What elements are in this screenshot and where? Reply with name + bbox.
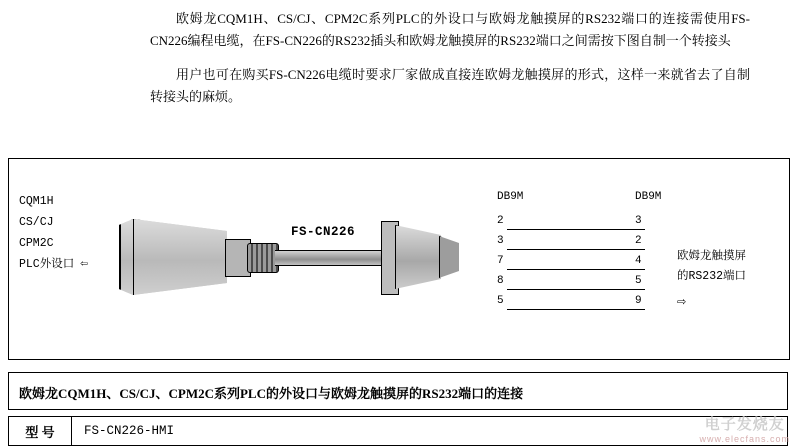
pin-column-right [635,191,663,311]
plc-connector-edge [133,219,134,295]
db9-connector-tip [439,236,461,280]
intro-paragraph-1: 欧姆龙CQM1H、CS/CJ、CPM2C系列PLC的外设口与欧姆龙触摸屏的RS232端口的连接需使用FS-CN226编程电缆，在FS-CN226的RS232插头和欧姆龙触摸屏的RS232端口之间需按下图自制一个转接头 [150,11,750,48]
cable-body [275,250,385,266]
plc-label-cpm2c: CPM2C [19,237,54,250]
wire-4 [507,289,645,290]
plc-label-cqm1h: CQM1H [19,195,54,208]
plc-port-label-row [19,254,88,275]
cable-assembly [119,219,459,299]
pin-right-5: 9 [635,295,642,307]
pin-header-left: DB9M [497,191,524,203]
pin-right-4: 5 [635,275,642,287]
pin-right-2: 2 [635,235,642,247]
intro-text-block [150,8,750,120]
pin-left-3: 7 [497,255,504,267]
plc-label-cscj: CS/CJ [19,216,54,229]
pin-right-1: 3 [635,215,642,227]
wire-5 [507,309,645,310]
hmi-label-line2: 的RS232端口 [677,270,747,283]
pin-right-3: 4 [635,255,642,267]
intro-paragraph-2: 用户也可在购买FS-CN226电缆时要求厂家做成直接连欧姆龙触摸屏的形式，这样一来就省去了自制转接头的麻烦。 [150,67,750,104]
wire-2 [507,249,645,250]
model-value: FS-CN226-HMI [84,424,175,438]
pin-left-5: 5 [497,295,504,307]
cable-model-label: FS-CN226 [291,225,356,239]
pin-left-4: 8 [497,275,504,287]
pin-left-1: 2 [497,215,504,227]
pin-header-right: DB9M [635,191,662,203]
hmi-label-line1: 欧姆龙触摸屏 [677,250,746,263]
plc-side-labels [19,191,88,275]
left-arrow-icon: ⇦ [80,256,89,271]
db9-connector-shell [395,225,443,291]
model-label: 型 号 [9,417,72,445]
watermark-url: www.elecfans.com [699,434,790,444]
caption-bar [8,372,788,410]
model-row [8,416,788,446]
plc-connector-hood-shading [119,219,229,295]
plc-port-label: PLC外设口 [19,258,75,271]
right-arrow-icon: ⇨ [677,294,687,311]
hmi-side-labels [677,247,746,313]
watermark-main: 电子发烧友 [704,417,785,433]
caption-text: 欧姆龙CQM1H、CS/CJ、CPM2C系列PLC的外设口与欧姆龙触摸屏的RS232端口的连接 [19,386,524,401]
wire-3 [507,269,645,270]
wire-1 [507,229,645,230]
wiring-diagram [8,158,790,360]
pin-column-left [497,191,525,311]
pin-left-2: 3 [497,235,504,247]
